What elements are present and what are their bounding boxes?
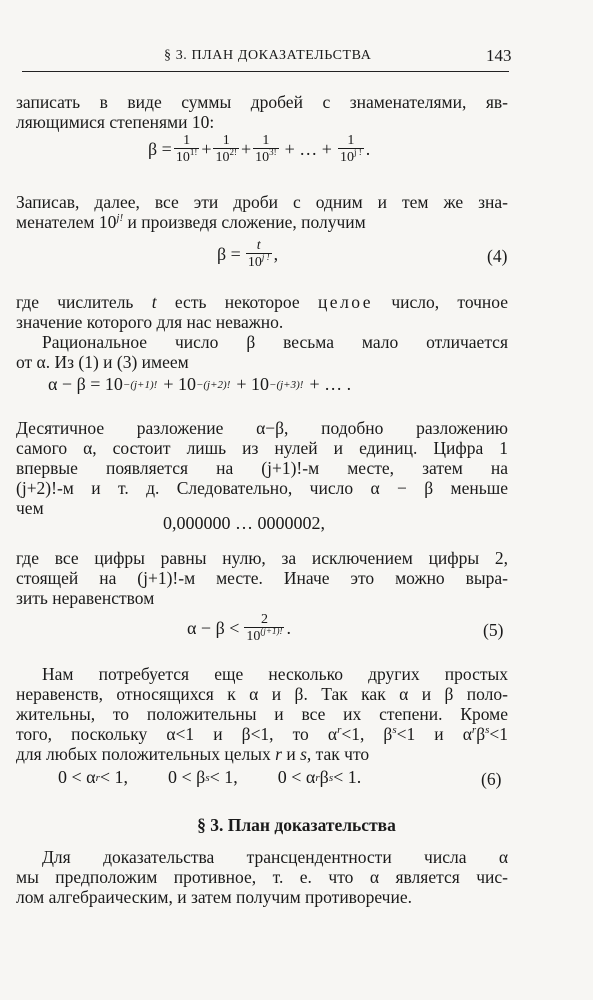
- paragraph-line: Записав, далее, все эти дроби с одним и тем же зна-: [16, 192, 508, 212]
- equation-5: α − β < $\frac{2}{10^{(j+1)!}}$ .: [187, 612, 291, 644]
- equation-lhs: β =: [148, 138, 172, 159]
- equation-alpha-minus-beta: α − β = 10 −(j+1)! + 10 −(j+2)! + 10 −(j+3)! + … .: [48, 374, 352, 394]
- paragraph-line: зить неравенством: [16, 588, 155, 608]
- paragraph-6: [16, 548, 508, 608]
- paragraph-line: впервые появляется на (j+1)!-м месте, затем на: [16, 458, 508, 478]
- equation-number-6: (6): [481, 769, 502, 789]
- paragraph-line: где числитель t есть некоторое целое число, точное: [16, 292, 509, 312]
- paragraph-line: ляющимися степенями 10:: [16, 112, 215, 132]
- equation-4: β = $\frac{t}{10^{j !}}$ ,: [217, 238, 279, 270]
- paragraph-8: [16, 847, 508, 907]
- running-title: § 3. ПЛАН ДОКАЗАТЕЛЬСТВА: [164, 48, 372, 63]
- paragraph-line: мы предположим противное, т. е. что α является чис-: [16, 867, 508, 887]
- paragraph-5: [16, 418, 508, 518]
- paragraph-line: Рациональное число β весьма мало отличается: [42, 332, 508, 352]
- ellipsis: + … +: [284, 138, 332, 159]
- paragraph-line: записать в виде суммы дробей с знаменателями, яв-: [16, 92, 508, 112]
- paragraph-line: стоящей на (j+1)!-м месте. Иначе это можно выра-: [16, 568, 508, 588]
- paragraph-line: (j+2)!-м и т. д. Следовательно, число α − β меньше: [16, 478, 508, 498]
- equation-beta-sum: β = $\frac{1}{10^{1!}}$ + $\frac{1}{10^{2!}}$ + $\frac{1}{10^{3!}}$ + … + $\frac{1}{10^{j !}}$ .: [148, 133, 371, 165]
- equation-number-4: (4): [487, 246, 508, 266]
- equation-6: 0 < α r < 1, 0 < β s < 1, 0 < α r β s < 1.: [58, 767, 362, 787]
- paragraph-line: Десятичное разложение α−β, подобно разложению: [16, 418, 508, 438]
- fraction: $\frac{t}{10^{j !}}$: [247, 238, 270, 270]
- fraction: $\frac{1}{10^{3!}}$: [255, 133, 277, 165]
- paragraph-line: лом алгебраическим, и затем получим противоречие.: [16, 887, 412, 907]
- paragraph-2: [16, 192, 508, 232]
- paragraph-1: [16, 92, 508, 132]
- equation-decimal: 0,000000 … 0000002,: [163, 513, 325, 533]
- paragraph-line: Нам потребуется еще несколько других простых: [42, 664, 508, 684]
- paragraph-line: самого α, состоит лишь из нулей и единиц. Цифра 1: [16, 438, 508, 458]
- paragraph-line: неравенств, относящихся к α и β. Так как α и β поло-: [16, 684, 508, 704]
- section-heading: § 3. План доказательства: [197, 815, 396, 835]
- paragraph-line: Для доказательства трансцендентности числа α: [42, 847, 508, 867]
- paragraph-line: чем: [16, 498, 44, 518]
- running-header: [22, 45, 509, 72]
- paragraph-line: где все цифры равны нулю, за исключением цифры 2,: [16, 548, 508, 568]
- paragraph-line: от α. Из (1) и (3) имеем: [16, 352, 189, 372]
- paragraph-line: менателем $10^{j!}$ и произведя сложение, получим: [16, 212, 366, 232]
- paragraph-4: [16, 332, 508, 372]
- fraction: $\frac{2}{10^{(j+1)!}}$: [246, 612, 283, 644]
- paragraph-7: [16, 664, 508, 764]
- paragraph-line: того, поскольку α<1 и β<1, то $\alpha^r<1$, $\beta^s<1$ и $\alpha^r\beta^s<1$: [16, 724, 509, 744]
- page-number: 143: [486, 46, 512, 65]
- paragraph-line: для любых положительных целых r и s, так что: [16, 744, 370, 764]
- fraction: $\frac{1}{10^{j !}}$: [339, 133, 362, 165]
- fraction: $\frac{1}{10^{1!}}$: [175, 133, 198, 165]
- paragraph-3: [16, 292, 508, 332]
- fraction: $\frac{1}{10^{2!}}$: [215, 133, 237, 165]
- equation-number-5: (5): [483, 620, 504, 640]
- paragraph-line: значение которого для нас неважно.: [16, 312, 284, 332]
- paragraph-line: жительны, то положительны и все их степени. Кроме: [16, 704, 508, 724]
